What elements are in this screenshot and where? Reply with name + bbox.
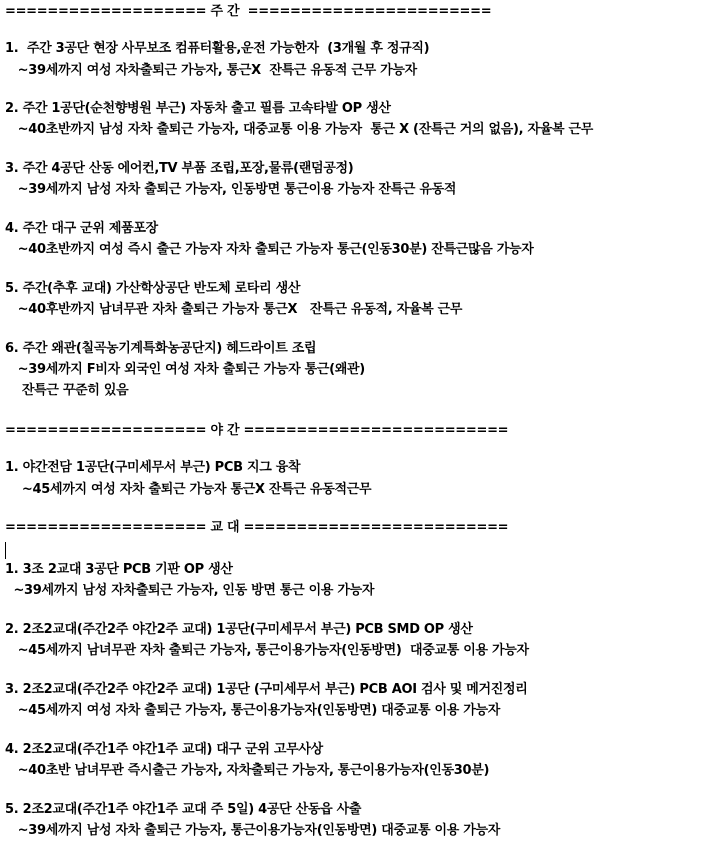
job-detail: 잔특근 꾸준히 있음 — [5, 383, 129, 398]
job-title: 5. 주간(추후 교대) 가산학상공단 반도체 로타리 생산 — [5, 281, 301, 296]
job-detail: ~40후반까지 남녀무관 자차 출퇴근 가능자 통근X 잔특근 유동적, 자율복 근무 — [5, 302, 463, 317]
job-detail: ~45세까지 남녀무관 자차 출퇴근 가능자, 통근이용가능자(인동방면) 대중교통 이용 가능자 — [5, 643, 529, 658]
job-title: 5. 2조2교대(주간1주 야간1주 교대 주 5일) 4공단 산동읍 사출 — [5, 802, 362, 817]
text-cursor — [5, 542, 6, 559]
job-title: 2. 주간 1공단(순천향병원 부근) 자동차 출고 필름 고속타발 OP 생산 — [5, 101, 391, 116]
job-title: 3. 주간 4공단 산동 에어컨,TV 부품 조립,포장,물류(랜덤공정) — [5, 161, 354, 176]
section-header-day: =================== 주 간 ======================= — [5, 4, 492, 19]
job-detail: ~39세까지 남성 자차 출퇴근 가능자, 통근이용가능자(인동방면) 대중교통 이용 가능자 — [5, 823, 501, 838]
job-title: 3. 2조2교대(주간2주 야간2주 교대) 1공단 (구미세무서 부근) PCB AOI 검사 및 메거진정리 — [5, 682, 528, 697]
job-title: 1. 3조 2교대 3공단 PCB 기판 OP 생산 — [5, 562, 233, 577]
job-title: 4. 2조2교대(주간1주 야간1주 교대) 대구 군위 고무사상 — [5, 742, 323, 757]
job-detail: ~40초반까지 남성 자차 출퇴근 가능자, 대중교통 이용 가능자 통근 X (잔특근 거의 없음), 자율복 근무 — [5, 122, 593, 137]
job-title: 1. 야간전담 1공단(구미세무서 부근) PCB 지그 융착 — [5, 460, 301, 475]
section-header-night: =================== 야 간 ========================= — [5, 423, 509, 438]
job-detail: ~45세까지 여성 자차 출퇴근 가능자, 통근이용가능자(인동방면) 대중교통 이용 가능자 — [5, 703, 501, 718]
job-detail: ~39세까지 남성 자차 출퇴근 가능자, 인동방면 통근이용 가능자 잔특근 유동적 — [5, 182, 457, 197]
job-detail: ~40초반까지 여성 즉시 출근 가능자 자차 출퇴근 가능자 통근(인동30분) 잔특근많음 가능자 — [5, 242, 534, 257]
job-title: 4. 주간 대구 군위 제품포장 — [5, 221, 158, 236]
job-title: 6. 주간 왜관(칠곡농기계특화농공단지) 헤드라이트 조립 — [5, 341, 317, 356]
job-title: 1. 주간 3공단 현장 사무보조 컴퓨터활용,운전 가능한자 (3개월 후 정규직) — [5, 41, 430, 56]
job-detail: ~45세까지 여성 자차 출퇴근 가능자 통근X 잔특근 유동적근무 — [5, 482, 372, 497]
section-header-shift: =================== 교 대 ========================= — [5, 520, 509, 535]
job-detail: ~39세까지 여성 자차출퇴근 가능자, 통근X 잔특근 유동적 근무 가능자 — [5, 63, 417, 78]
job-title: 2. 2조2교대(주간2주 야간2주 교대) 1공단(구미세무서 부근) PCB SMD OP 생산 — [5, 622, 473, 637]
job-detail: ~40초반 남녀무관 즉시출근 가능자, 자차출퇴근 가능자, 통근이용가능자(인동30분) — [5, 763, 490, 778]
job-detail: ~39세까지 남성 자차출퇴근 가능자, 인동 방면 통근 이용 가능자 — [5, 583, 375, 598]
job-detail: ~39세까지 F비자 외국인 여성 자차 출퇴근 가능자 통근(왜관) — [5, 362, 365, 377]
